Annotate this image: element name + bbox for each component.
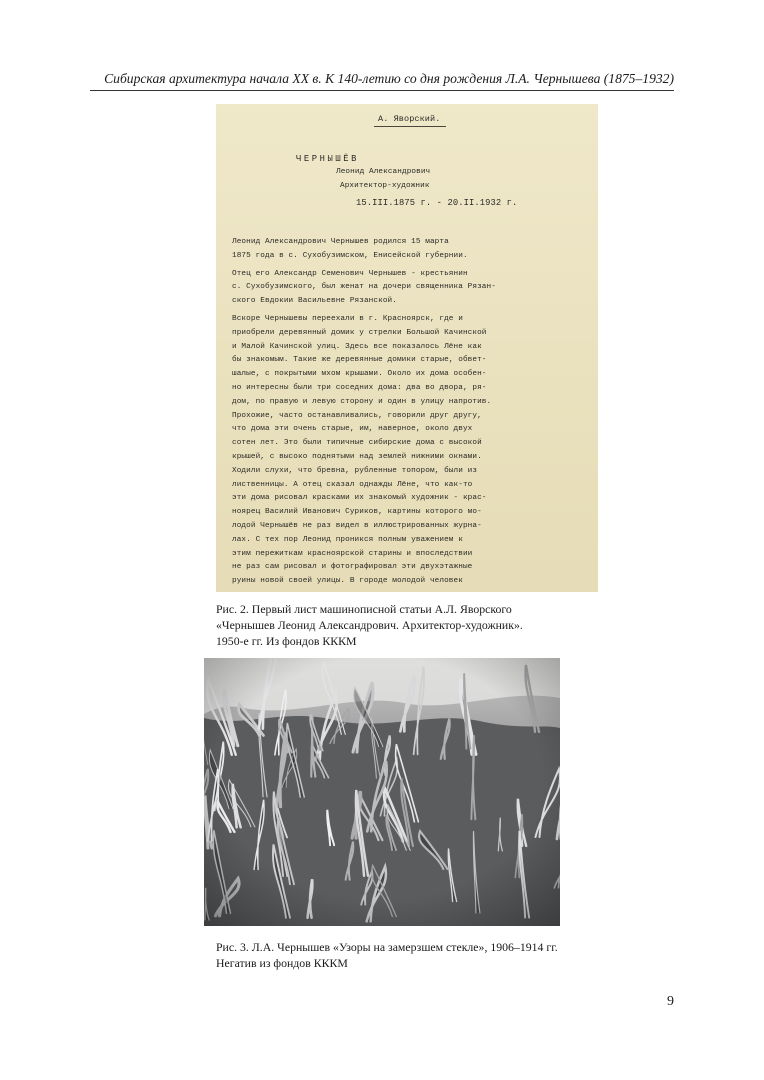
typescript-body-line: не раз сам рисовал и фотографировал эти двухэтажные [232,563,473,572]
typescript-body-line: Вскоре Чернышевы переехали в г. Красноярск, где и [232,315,463,323]
typescript-body-line: шалые, с покрытыми мхом крышами. Около их дома особен- [232,370,487,379]
typescript-body-line: Отец его Александр Семенович Чернышев - крестьянин [232,269,468,278]
page-number: 9 [667,994,674,1009]
typescript-role: Архитектор-художник [340,182,430,190]
typescript-body-line: что дома эти очень старые, им, наверное, около двух [232,425,473,434]
typescript-author: А. Яворский. [378,114,441,124]
figure-2-caption-line-3: 1950-е гг. Из фондов КККМ [216,634,357,648]
typescript-body-line: лодой Чернышёв не раз видел в иллюстрированных журна- [232,522,482,530]
typescript-body-line: эти дома рисовал красками их знакомый художник - крас- [232,494,487,503]
typescript-surname: ЧЕРНЫШЁВ [296,154,360,164]
typescript-body-line: Леонид Александрович Чернышев родился 15 марта [232,238,449,246]
figure-2-caption-line-2: «Чернышев Леонид Александрович. Архитектор-художник». [216,618,523,632]
typescript-dates: 15.III.1875 г. - 20.II.1932 г. [356,198,518,208]
running-header: Сибирская архитектура начала XX в. К 140-летию со дня рождения Л.А. Чернышева (1875–1932) [104,71,674,86]
typescript-body-line: с. Сухобузимского, был женат на дочери священника Рязан- [232,283,496,292]
frost-pattern-photo [204,658,560,926]
typescript-body-line: руины новой своей улицы. В городе молодой человек [232,577,463,586]
typescript-body-line: этим пережиткам красноярской старины и впоследствии [232,549,473,558]
typescript-body-line: 1875 года в с. Сухобузимском, Енисейской губернии. [232,251,468,260]
figure-2-caption-line-1: Рис. 2. Первый лист машинописной статьи А.Л. Яворского [216,602,512,616]
typescript-body-line: бы знакомым. Такие же деревянные домики старые, обвет- [232,356,487,365]
typescript-body-line: лах. С тех пор Леонид проникся полным уважением к [232,535,463,544]
typescript-body-line: ноярец Василий Иванович Суриков, картины которого мо- [232,508,482,517]
typescript-body-line: дом, по правую и левую сторону и один в улицу напротив. [232,397,492,406]
header-rule [90,90,674,91]
figure-3-caption-line-1: Рис. 3. Л.А. Чернышев «Узоры на замерзшем стекле», 1906–1914 гг. [216,940,558,954]
typescript-body-line: ского Евдокии Васильевне Рязанской. [232,297,397,306]
typescript-body-line: крышей, с высоко поднятыми над землей нижними окнами. [232,453,482,461]
typescript-page-figure [216,104,598,592]
typescript-body-line: лиственницы. А отец сказал однажды Лёне, что как-то [232,480,473,489]
typescript-body-line: Прохожие, часто останавливались, говорили друг другу, [232,411,482,420]
typescript-body-line: и Малой Качинской улиц. Здесь все показалось Лёне как [232,342,482,351]
typescript-body-line: сотен лет. Это были типичные сибирские дома с высокой [232,439,482,448]
typescript-author-underline [374,126,446,127]
typescript-body-line: Ходили слухи, что бревна, рубленные топором, были из [232,466,478,475]
typescript-body-line: приобрели деревянный домик у стрелки Большой Качинской [232,328,487,337]
figure-3-caption-line-2: Негатив из фондов КККМ [216,956,348,970]
typescript-full-name: Леонид Александрович [336,168,431,176]
typescript-body-line: но интересны были три соседних дома: два во двора, ря- [232,384,487,392]
